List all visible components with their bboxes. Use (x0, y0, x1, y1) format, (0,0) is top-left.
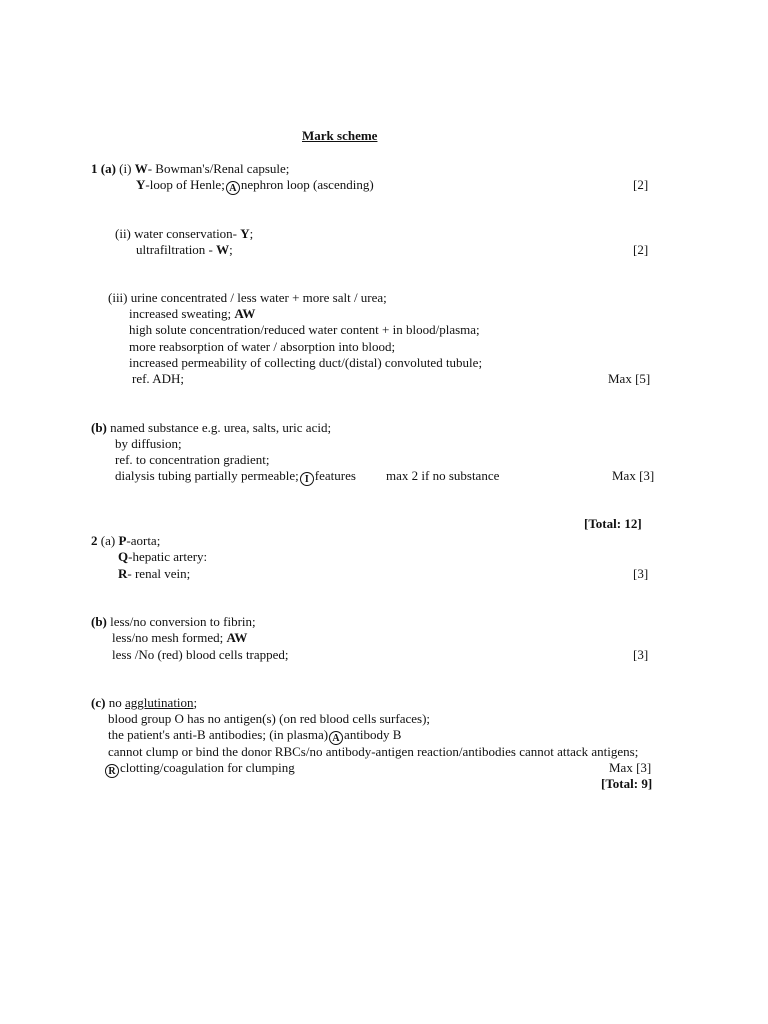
q1-total: [Total: 12] (584, 516, 642, 531)
accept-circle-icon: A (329, 731, 343, 745)
q1a-iii-line6: ref. ADH; (132, 371, 184, 386)
q2c-line4: cannot clump or bind the donor RBCs/no antibody-antigen reaction/antibodies cannot attack antigens; (108, 744, 639, 759)
q2b-label: (b) (91, 614, 107, 629)
key-y: Y (136, 177, 146, 192)
q2b-line3: less /No (red) blood cells trapped; (112, 647, 289, 662)
q1b-label: (b) (91, 420, 107, 435)
q2c-marks: Max [3] (609, 760, 652, 775)
q1a-label: (a) (100, 161, 116, 176)
w-answer: - Bowman's/Renal capsule; (147, 161, 290, 176)
q2c-line1: (c) no agglutination; (91, 695, 198, 710)
q1b-line1: (b) named substance e.g. urea, salts, uric acid; (91, 420, 332, 435)
q2b-line1: (b) less/no conversion to fibrin; (91, 614, 256, 629)
q1b-line3: ref. to concentration gradient; (115, 452, 270, 467)
q1a-iii-line3: high solute concentration/reduced water content + in blood/plasma; (129, 322, 480, 337)
q1a-iii-line5: increased permeability of collecting duct/(distal) convoluted tubule; (129, 355, 483, 370)
q1-number: 1 (91, 161, 98, 176)
q1a-ii-label: (ii) (115, 226, 131, 241)
q1b-line4: dialysis tubing partially permeable; I features (115, 468, 356, 485)
q2a-line3: R- renal vein; (118, 566, 191, 581)
q2c-line5: R clotting/coagulation for clumping (104, 760, 295, 778)
q2b-line2: less/no mesh formed; AW (112, 630, 248, 645)
q1a-iii-line2: increased sweating; AW (129, 306, 256, 321)
accept-circle-icon: A (226, 181, 240, 195)
reject-circle-icon: R (105, 764, 119, 778)
q2c-line2: blood group O has no antigen(s) (on red blood cells surfaces); (108, 711, 431, 726)
q1a-ii-line1: (ii) water conservation- Y; (115, 226, 254, 241)
q1b-line2: by diffusion; (115, 436, 182, 451)
q1a-i-line2 (136, 177, 374, 195)
q1a-i-label: (i) (119, 161, 132, 176)
ignore-circle-icon: I (300, 472, 314, 486)
q2a-label: (a) (100, 533, 116, 548)
q2a-line1: 2 (a) P-aorta; (91, 533, 161, 548)
accept-answer: nephron loop (ascending) (240, 177, 374, 192)
q2-number: 2 (91, 533, 98, 548)
q1a-iii-line1: (iii) urine concentrated / less water + more salt / urea; (108, 290, 387, 305)
q2c-label: (c) (91, 695, 106, 710)
q2-total: [Total: 9] (601, 776, 653, 791)
key-w: W (134, 161, 148, 176)
q1b-marks: Max [3] (612, 468, 655, 483)
q1a-ii-line2: ultrafiltration - W; (136, 242, 233, 257)
q1a-iii-label: (iii) (108, 290, 128, 305)
q1a-iii-marks: Max [5] (608, 371, 651, 386)
q2a-marks: [3] (633, 566, 649, 581)
q1a-ii-marks: [2] (633, 242, 649, 257)
q1a-i-line1 (91, 161, 289, 177)
y-answer: -loop of Henle; (145, 177, 225, 192)
q2a-line2: Q-hepatic artery: (118, 549, 208, 564)
q2b-marks: [3] (633, 647, 649, 662)
q2c-line3: the patient's anti-B antibodies; (in plasma) A antibody B (108, 727, 402, 744)
q1b-note: max 2 if no substance (386, 468, 500, 483)
q1a-iii-line4: more reabsorption of water / absorption into blood; (129, 339, 396, 354)
q1a-i-marks: [2] (633, 177, 649, 192)
page-title: Mark scheme (302, 128, 378, 143)
